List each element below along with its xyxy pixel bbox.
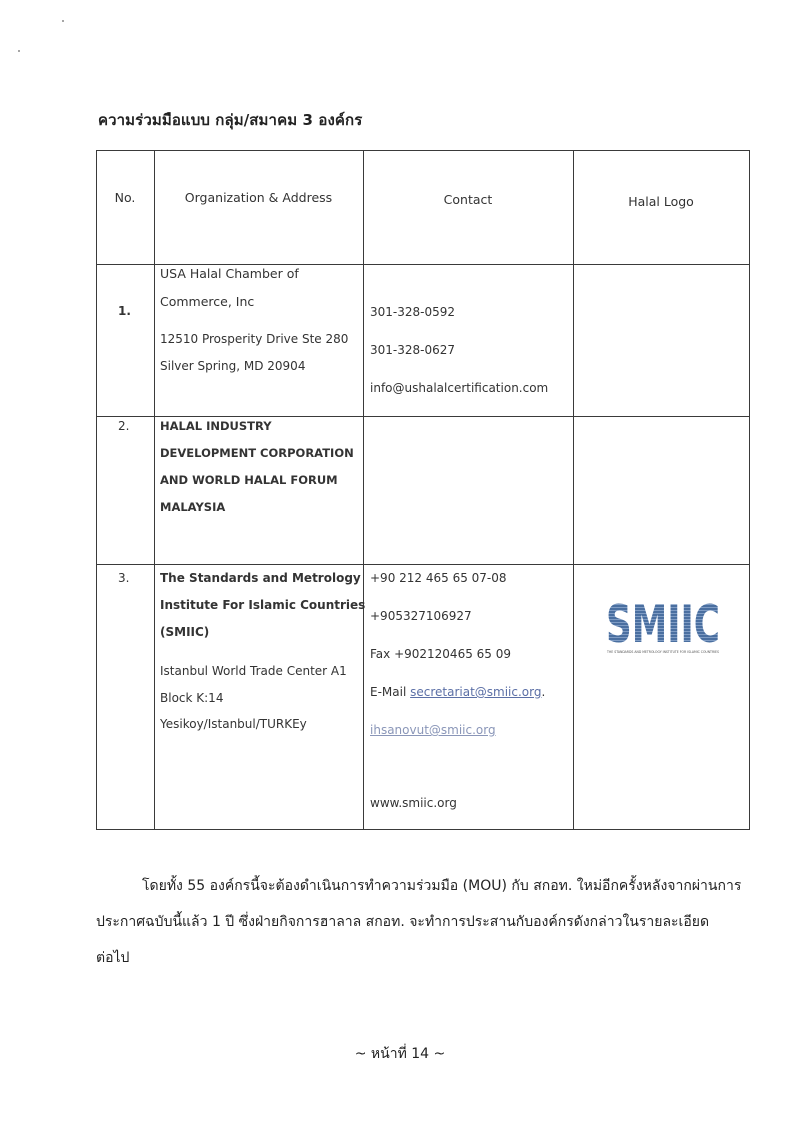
paragraph-line: โดยทั้ง 55 องค์กรนี้จะต้องดำเนินการทำความร่วมมือ (MOU) กับ สกอท. ใหม่อีกครั้งหลังจากผ่านการ	[142, 878, 742, 894]
org-name-line: Institute For Islamic Countries	[160, 598, 366, 612]
header-contact: Contact	[443, 192, 493, 207]
org-name-line: The Standards and Metrology	[160, 571, 361, 585]
scan-speck	[62, 20, 64, 22]
closing-paragraph-cont	[96, 904, 756, 976]
row-number: 3.	[118, 571, 130, 585]
row-number: 1.	[118, 304, 131, 318]
table-border	[154, 150, 155, 830]
table-border	[96, 150, 750, 151]
contact-phone: +905327106927	[370, 609, 472, 623]
org-address-line: 12510 Prosperity Drive Ste 280	[160, 332, 349, 346]
header-organization: Organization & Address	[184, 190, 333, 205]
table-border	[573, 150, 574, 830]
org-address-line: Block K:14	[160, 691, 224, 705]
logo-subtext: THE STANDARDS AND METROLOGY INSTITUTE FOR ISLAMIC COUNTRIES	[606, 650, 719, 654]
table-border	[96, 264, 750, 265]
contact-website: www.smiic.org	[370, 796, 457, 810]
email-suffix: .	[541, 685, 546, 699]
org-name-line: DEVELOPMENT CORPORATION	[160, 446, 354, 460]
header-halal-logo: Halal Logo	[628, 194, 694, 209]
contact-phone: 301-328-0627	[370, 343, 456, 357]
contact-phone: 301-328-0592	[370, 305, 456, 319]
paragraph-line: ต่อไป	[96, 950, 130, 966]
section-heading: ความร่วมมือแบบ กลุ่ม/สมาคม 3 องค์กร	[98, 111, 363, 129]
closing-paragraph	[96, 868, 756, 904]
contact-phone: +90 212 465 65 07-08	[370, 571, 507, 585]
table-border	[96, 829, 750, 830]
contact-fax: Fax +902120465 65 09	[370, 647, 512, 661]
table-border	[96, 564, 750, 565]
smiic-logo	[604, 596, 722, 656]
table-border	[363, 150, 364, 830]
org-name-line: USA Halal Chamber of	[160, 266, 299, 281]
logo-wordmark: SMIIC	[606, 596, 720, 655]
org-name-line: Commerce, Inc	[160, 294, 255, 309]
org-address-line: Istanbul World Trade Center A1	[160, 664, 347, 678]
table-border	[96, 150, 97, 830]
scan-speck	[18, 50, 20, 52]
org-address-line: Silver Spring, MD 20904	[160, 359, 306, 373]
org-name-line: HALAL INDUSTRY	[160, 419, 272, 433]
organization-table	[96, 150, 750, 830]
contact-email-row	[370, 685, 545, 699]
email-link[interactable]: ihsanovut@smiic.org	[370, 723, 496, 737]
header-no: No.	[114, 190, 136, 205]
row-number: 2.	[118, 419, 130, 433]
org-name-line: (SMIIC)	[160, 625, 210, 639]
org-address-line: Yesikoy/Istanbul/TURKEy	[160, 717, 307, 731]
paragraph-line: ประกาศฉบับนี้แล้ว 1 ปี ซึ่งฝ่ายกิจการฮาลาล สกอท. จะทำการประสานกับองค์กรดังกล่าวในรายละเอียด	[96, 914, 710, 930]
page-footer: ~ หน้าที่ 14 ~	[354, 1046, 446, 1062]
table-border	[749, 150, 750, 830]
org-name-line: AND WORLD HALAL FORUM	[160, 473, 338, 487]
email-label: E-Mail	[370, 685, 411, 699]
table-border	[96, 416, 750, 417]
email-link[interactable]: secretariat@smiic.org	[410, 685, 542, 699]
contact-email: info@ushalalcertification.com	[370, 381, 549, 395]
org-name-line: MALAYSIA	[160, 500, 226, 514]
